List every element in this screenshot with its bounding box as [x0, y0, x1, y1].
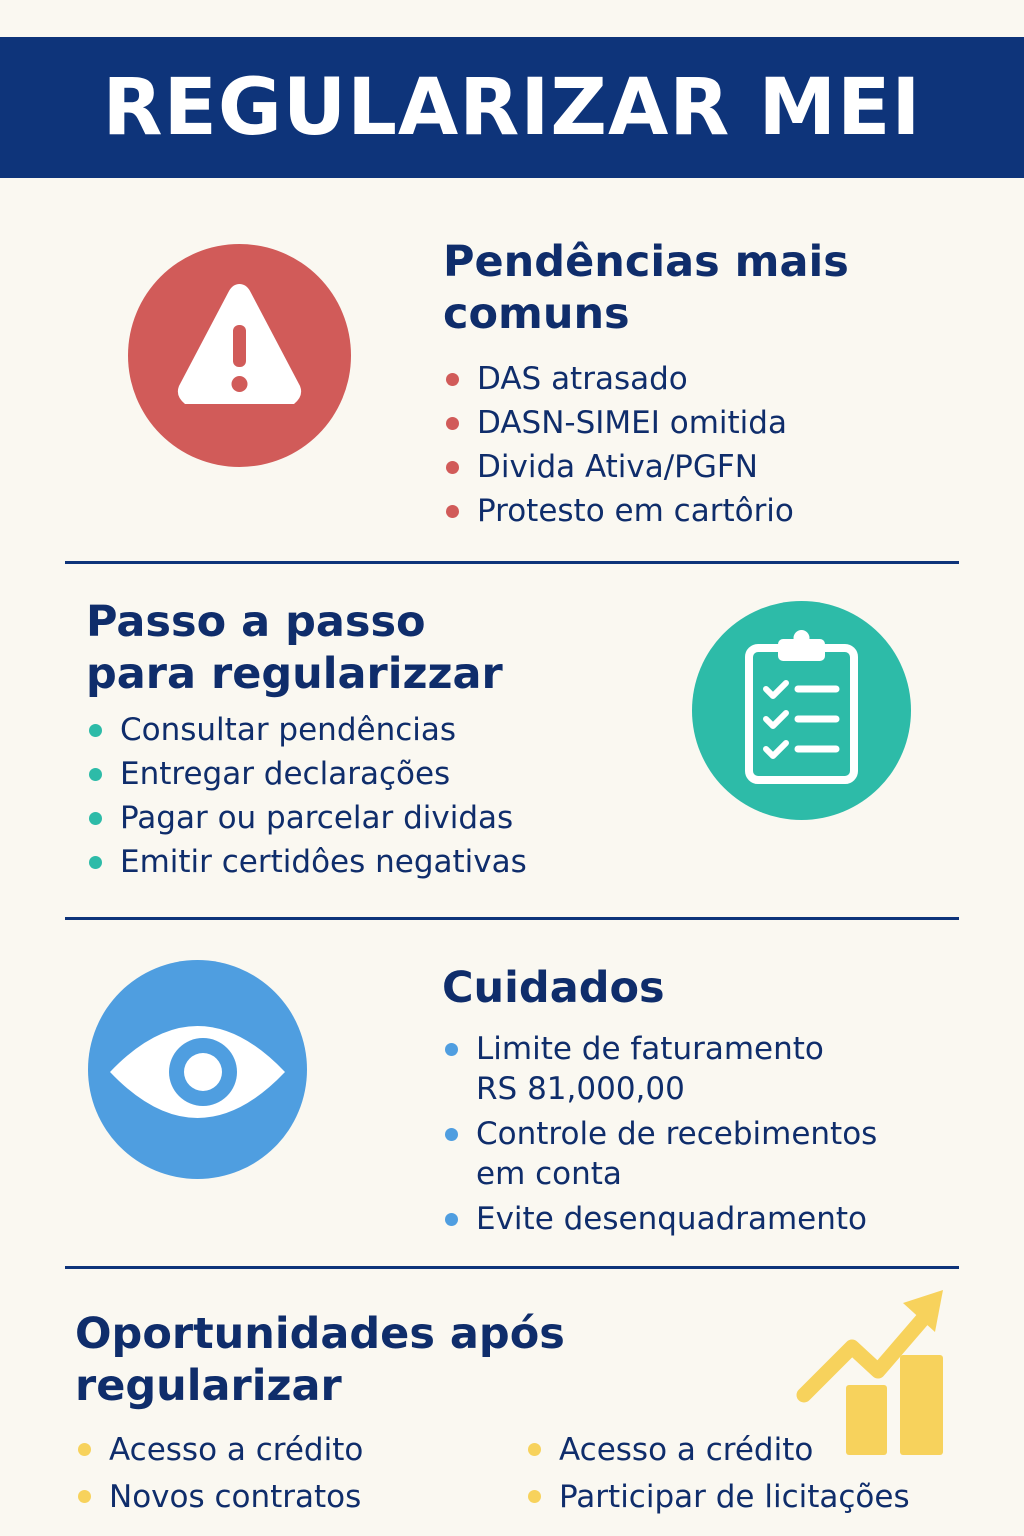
list-item: Protesto em cartôrio	[443, 489, 849, 533]
warning-icon	[128, 244, 351, 467]
passo-list	[86, 708, 527, 884]
list-item: Emitir certidôes negativas	[86, 840, 527, 884]
oportunidades-list-left	[75, 1427, 363, 1521]
list-item: Consultar pendências	[86, 708, 527, 752]
list-item: Acesso a crédito	[75, 1427, 363, 1474]
page-title: REGULARIZAR MEI	[102, 62, 922, 153]
section-oportunidades	[75, 1308, 565, 1412]
divider	[65, 561, 959, 564]
section-title: Pendências mais comuns	[443, 237, 849, 339]
pendencias-list	[443, 357, 849, 533]
title-banner	[0, 37, 1024, 178]
list-item: Participar de licitações	[525, 1474, 910, 1521]
section-title: Passo a passo para regularizzar	[86, 597, 503, 699]
divider	[65, 917, 959, 920]
list-item: Evite desenquadramento	[442, 1199, 877, 1239]
list-item: Divida Ativa/PGFN	[443, 445, 849, 489]
section-pendencias	[443, 236, 849, 533]
list-item: Pagar ou parcelar dividas	[86, 796, 527, 840]
growth-chart-icon	[790, 1285, 960, 1460]
section-title: Cuidados	[442, 963, 665, 1013]
list-item: DAS atrasado	[443, 357, 849, 401]
section-passo-a-passo	[86, 596, 527, 884]
list-item: Limite de faturamento RS 81,000,00	[442, 1029, 877, 1109]
list-item: Entregar declarações	[86, 752, 527, 796]
section-title: Oportunidades após regularizar	[75, 1309, 565, 1411]
cuidados-list	[442, 1029, 877, 1239]
section-cuidados	[442, 962, 877, 1239]
clipboard-checklist-icon	[692, 601, 911, 820]
list-item: Controle de recebimentos em conta	[442, 1114, 877, 1194]
list-item: DASN-SIMEI omitida	[443, 401, 849, 445]
list-item: Acesso a crédito	[525, 1427, 910, 1474]
eye-icon	[88, 960, 307, 1179]
divider	[65, 1266, 959, 1269]
list-item: Novos contratos	[75, 1474, 363, 1521]
